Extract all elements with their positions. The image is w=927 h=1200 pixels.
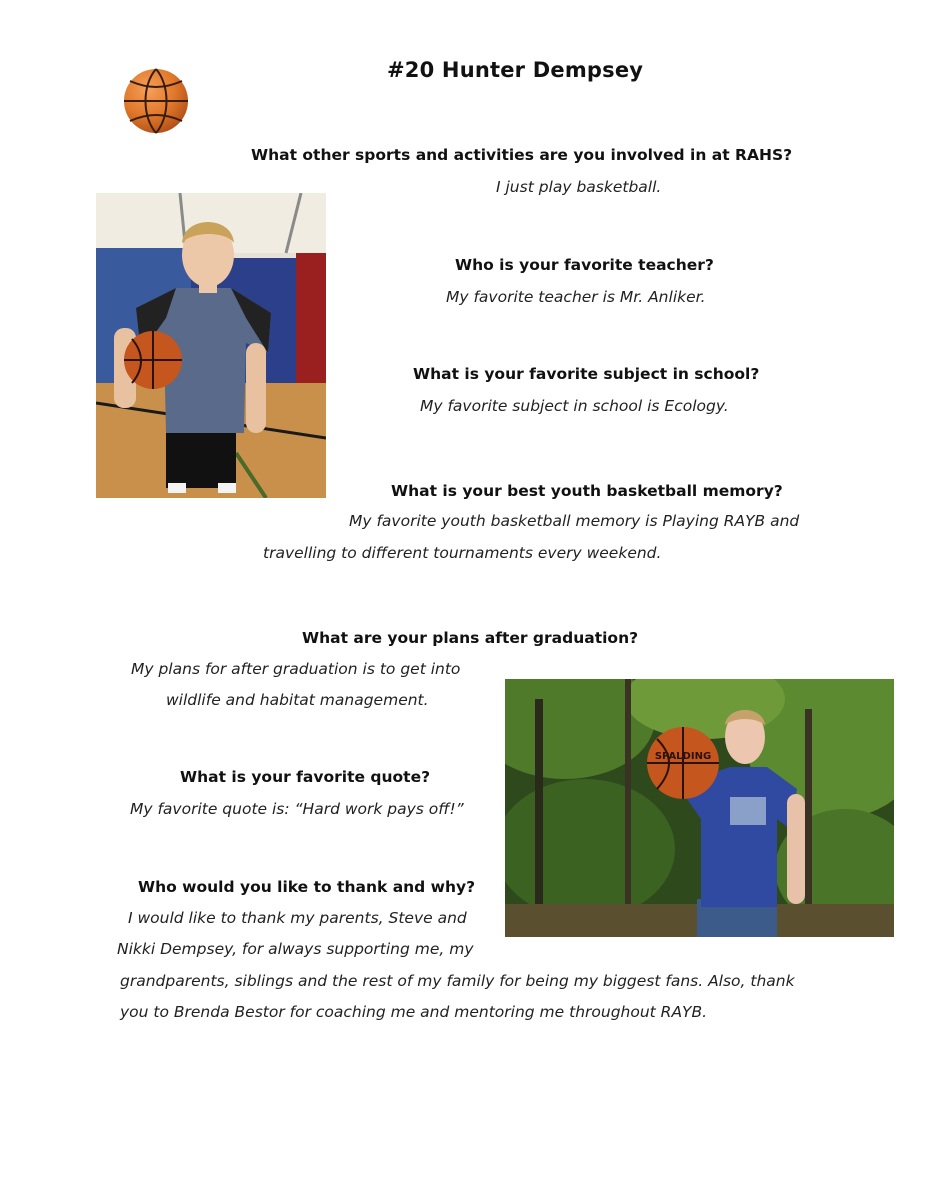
answer-thanks-line1: I would like to thank my parents, Steve and <box>128 909 467 927</box>
question-teacher: Who is your favorite teacher? <box>455 256 714 274</box>
answer-memory-line1: My favorite youth basketball memory is Playing RAYB and <box>349 512 800 530</box>
answer-memory-line2: travelling to different tournaments every weekend. <box>263 544 662 562</box>
basketball-icon <box>122 67 190 135</box>
answer-thanks-line2: Nikki Dempsey, for always supporting me, my <box>117 940 474 958</box>
question-quote: What is your favorite quote? <box>180 768 431 786</box>
answer-thanks-line3: grandparents, siblings and the rest of my family for being my biggest fans. Also, thank <box>120 972 795 990</box>
question-subject: What is your favorite subject in school? <box>413 365 760 383</box>
answer-plans-line2: wildlife and habitat management. <box>166 691 429 709</box>
answer-teacher: My favorite teacher is Mr. Anliker. <box>446 288 706 306</box>
senior-photo <box>505 679 894 937</box>
question-sports: What other sports and activities are you involved in at RAHS? <box>251 146 793 164</box>
ball-brand-text: SPALDING <box>654 751 712 762</box>
question-memory: What is your best youth basketball memory? <box>391 482 783 500</box>
question-plans: What are your plans after graduation? <box>302 629 639 647</box>
page-title: #20 Hunter Dempsey <box>387 58 644 82</box>
answer-subject: My favorite subject in school is Ecology. <box>420 397 729 415</box>
answer-quote: My favorite quote is: “Hard work pays off!” <box>130 800 464 818</box>
question-thanks: Who would you like to thank and why? <box>138 878 476 896</box>
answer-plans-line1: My plans for after graduation is to get into <box>131 660 461 678</box>
answer-sports: I just play basketball. <box>496 178 662 196</box>
child-photo <box>96 193 326 498</box>
answer-thanks-line4: you to Brenda Bestor for coaching me and mentoring me throughout RAYB. <box>120 1003 708 1021</box>
